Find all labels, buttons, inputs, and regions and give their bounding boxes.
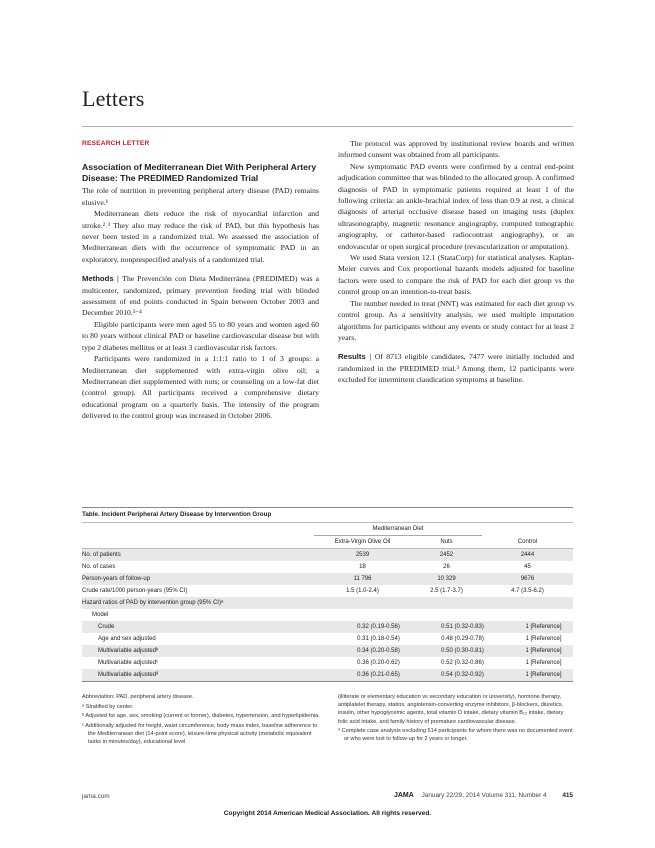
footnote-d: ᵈ Complete case analysis excluding 514 participants for whom there was no documented event or who were lost to follow-up for 2 years or longer. xyxy=(338,728,573,743)
header-label-spacer xyxy=(82,536,314,548)
mediterranean-diet-header: Mediterranean Diet xyxy=(314,523,482,536)
table-row xyxy=(82,657,573,669)
table-cell-eo: 0.36 (0.20-0.62) xyxy=(357,660,400,666)
table-cell-label: Hazard ratios of PAD by intervention group (95% CI)ᵃ xyxy=(82,600,224,606)
table-cell-control: 1 [Reference] xyxy=(525,624,562,630)
table-row xyxy=(82,597,573,609)
table-cell-eo: 1.5 (1.0-2.4) xyxy=(346,588,379,594)
table-cell-nuts: 0.51 (0.32-0.83) xyxy=(441,624,484,630)
table-cell-control: 1 [Reference] xyxy=(525,672,562,678)
table-cell-eo: 0.32 (0.19-0.56) xyxy=(357,624,400,630)
table-cell-label: Multivariable adjustedᵈ xyxy=(98,672,159,678)
table-cell-label: Crude rate/1000 person-years (95% CI) xyxy=(82,588,188,594)
table-body xyxy=(82,549,573,681)
table-cell-control: 4.7 (3.5-6.2) xyxy=(511,588,544,594)
header-nuts: Nuts xyxy=(440,539,453,545)
table-cell-nuts: 0.48 (0.29-0.78) xyxy=(441,636,484,642)
table-cell-nuts: 26 xyxy=(443,564,450,570)
methods-paragraph-1 xyxy=(82,273,319,319)
left-column xyxy=(82,138,319,422)
table-cell-control: 9676 xyxy=(520,576,535,582)
table-cell-control: 45 xyxy=(524,564,531,570)
table-cell-label: No. of cases xyxy=(82,564,116,570)
results-paragraph xyxy=(338,351,574,385)
methods-paragraph-3: Participants were randomized in a 1:1:1 ratio to 1 of 3 groups: a Mediterranean diet supplemented with extra-virgin olive oil; a Mediterranean diet supplemented with nuts; or counseling on a low-fat diet (control group). All participants received a comprehensive dietary educational program on a quarterly basis. The intensity of the program delivered to the control group was increased in October 2006. xyxy=(82,354,319,421)
table-row xyxy=(82,645,573,657)
methods-heading: Methods xyxy=(82,274,114,284)
results-text: Of 8713 eligible candidates, 7477 were initially included and randomized in the PREDIMED trial.³ Among them, 12 participants were excluded for intermittent claudication symptoms at baseline. xyxy=(338,352,574,385)
table-cell-nuts: 0.50 (0.30-0.81) xyxy=(441,648,484,654)
footnote-c: ᶜ Additionally adjusted for height, waist circumference, body mass index, baseline adherence to the Mediterranean diet (14-point score), leisure-time physical activity (metabolic equivalent tasks in minutes/day), educational level xyxy=(82,722,318,745)
results-separator: | xyxy=(365,352,375,362)
footnotes-left xyxy=(82,693,320,747)
methods-paragraph-2: Eligible participants were men aged 55 to 80 years and women aged 60 to 80 years without clinical PAD or baseline cardiovascular disease but with type 2 diabetes mellitus or at least 3 cardiovascular risk factors. xyxy=(82,319,319,352)
table-cell-eo: 2539 xyxy=(355,552,370,558)
table-bottom-rule xyxy=(82,681,573,682)
footer-journal: JAMA xyxy=(393,792,414,799)
results-table xyxy=(82,507,573,682)
table-header-group xyxy=(82,523,573,536)
table-row xyxy=(82,633,573,645)
right-paragraph-2: New symptomatic PAD events were confirmed by a central end-point adjudication committee that was blinded to the allocated group. A confirmed diagnosis of PAD in symptomatic patients required at least 1 of the following criteria: an ankle-brachial index of less than 0.9 at rest, a clinical diagnosis of arterial occlusive disease based on imaging tests (duplex ultrasonography, magnetic resonance angiography, computed tomographic angiography, or catheter-based radiocontrast angiography), or an endovascular or open surgical procedure (revascularization or amputation). xyxy=(338,161,574,251)
header-control: Control xyxy=(517,539,538,545)
table-cell-control: 2444 xyxy=(520,552,535,558)
table-row xyxy=(82,561,573,573)
article-kicker: RESEARCH LETTER xyxy=(82,140,150,147)
table-cell-nuts: 10 329 xyxy=(437,576,456,582)
table-cell-label: Age and sex adjusted xyxy=(98,636,156,642)
table-caption: Table. Incident Peripheral Artery Disease by Intervention Group xyxy=(82,507,573,523)
table-cell-eo: 11 796 xyxy=(353,576,372,582)
title-divider xyxy=(82,126,573,127)
table-cell-eo: 0.36 (0.21-0.65) xyxy=(357,672,400,678)
table-cell-label: Crude xyxy=(98,624,115,630)
table-cell-nuts: 0.54 (0.32-0.92) xyxy=(441,672,484,678)
table-row xyxy=(82,585,573,597)
table-cell-nuts: 2452 xyxy=(439,552,454,558)
methods-separator: | xyxy=(113,274,123,284)
footnotes-right xyxy=(338,693,573,745)
article-title: Association of Mediterranean Diet With Peripheral Artery Disease: The PREDIMED Randomized Trial xyxy=(82,162,317,184)
methods-text-1: The Prevención con Dieta Mediterránea (PREDIMED) was a multicenter, randomized, primary prevention feeding trial with blinded assessment of end points conducted in Spain between October 2003 and December 2010.³⁻⁴ xyxy=(82,274,319,318)
table-row xyxy=(82,621,573,633)
header-olive-oil: Extra-Virgin Olive Oil xyxy=(334,539,391,545)
section-title: Letters xyxy=(82,86,145,111)
table-cell-eo: 0.34 (0.20-0.58) xyxy=(357,648,400,654)
results-heading: Results xyxy=(338,352,366,362)
table-cell-label: Person-years of follow-up xyxy=(82,576,151,582)
table-cell-label: Model xyxy=(92,612,109,618)
footnote-abbreviation: Abbreviation: PAD, peripheral artery disease. xyxy=(82,694,194,700)
table-cell-nuts: 0.52 (0.32-0.86) xyxy=(441,660,484,666)
table-row xyxy=(82,669,573,681)
right-paragraph-1: The protocol was approved by institutional review boards and written informed consent was obtained from all participants. xyxy=(338,139,574,160)
table-cell-control: 1 [Reference] xyxy=(525,660,562,666)
table-cell-eo: 0.31 (0.18-0.54) xyxy=(357,636,400,642)
table-cell-control: 1 [Reference] xyxy=(525,648,562,654)
table-cell-control: 1 [Reference] xyxy=(525,636,562,642)
footnote-b: ᵇ Adjusted for age, sex, smoking (current or former), diabetes, hypertension, and hyperlipidemia. xyxy=(82,713,320,719)
table-header-columns xyxy=(82,536,573,549)
footer-journal-info xyxy=(394,792,573,799)
footer-issue: January 22/29, 2014 Volume 311, Number 4 xyxy=(421,792,547,799)
table-cell-label: Multivariable adjustedᵇ xyxy=(98,648,159,654)
intro-paragraph-2: Mediterranean diets reduce the risk of myocardial infarction and stroke.²˒³ They also may reduce the risk of PAD, but this hypothesis has never been tested in a randomized trial. We assessed the association of Mediterranean diets with the occurrence of symptomatic PAD in an exploratory, nonprespecified analysis of a randomized trial. xyxy=(82,209,319,264)
footer-page-number: 415 xyxy=(562,792,573,799)
table-row xyxy=(82,573,573,585)
right-paragraph-3: We used Stata version 12.1 (StataCorp) for statistical analyses. Kaplan-Meier curves and Cox proportional hazards models adjusted for baseline factors were used to compare the risk of PAD for each diet group vs the control group on an intention-to-treat basis. xyxy=(338,253,574,297)
table-cell-eo: 18 xyxy=(359,564,366,570)
table-row xyxy=(82,609,573,621)
right-paragraph-4: The number needed to treat (NNT) was estimated for each diet group vs control group. As a sensitivity analysis, we used multiple imputation algorithms for participants without any events or study contact for at least 2 years. xyxy=(338,298,574,342)
table-cell-nuts: 2.5 (1.7-3.7) xyxy=(430,588,463,594)
footer-site: jama.com xyxy=(82,793,110,800)
table-cell-label: Multivariable adjustedᶜ xyxy=(98,660,159,666)
table-cell-label: No. of patients xyxy=(82,552,121,558)
footnote-c-continued: (illiterate or elementary education vs secondary education or university), hormone therapy, antiplatelet therapy, statins, angiotensin-converting enzyme inhibitors, β-blockers, diuretics, insulin, other hypoglycemic agents, total vitamin D intake, dietary vitamin B₁₂ intake, dietary folic acid intake, and family history of premature cardiovascular disease. xyxy=(338,694,564,725)
intro-paragraph-1: The role of nutrition in preventing peripheral artery disease (PAD) remains elusive.¹ xyxy=(82,186,319,207)
table-row xyxy=(82,549,573,561)
right-column xyxy=(338,138,574,386)
copyright: Copyright 2014 American Medical Association. All rights reserved. xyxy=(223,810,432,817)
footnote-a: ᵃ Stratified by center. xyxy=(82,703,134,710)
